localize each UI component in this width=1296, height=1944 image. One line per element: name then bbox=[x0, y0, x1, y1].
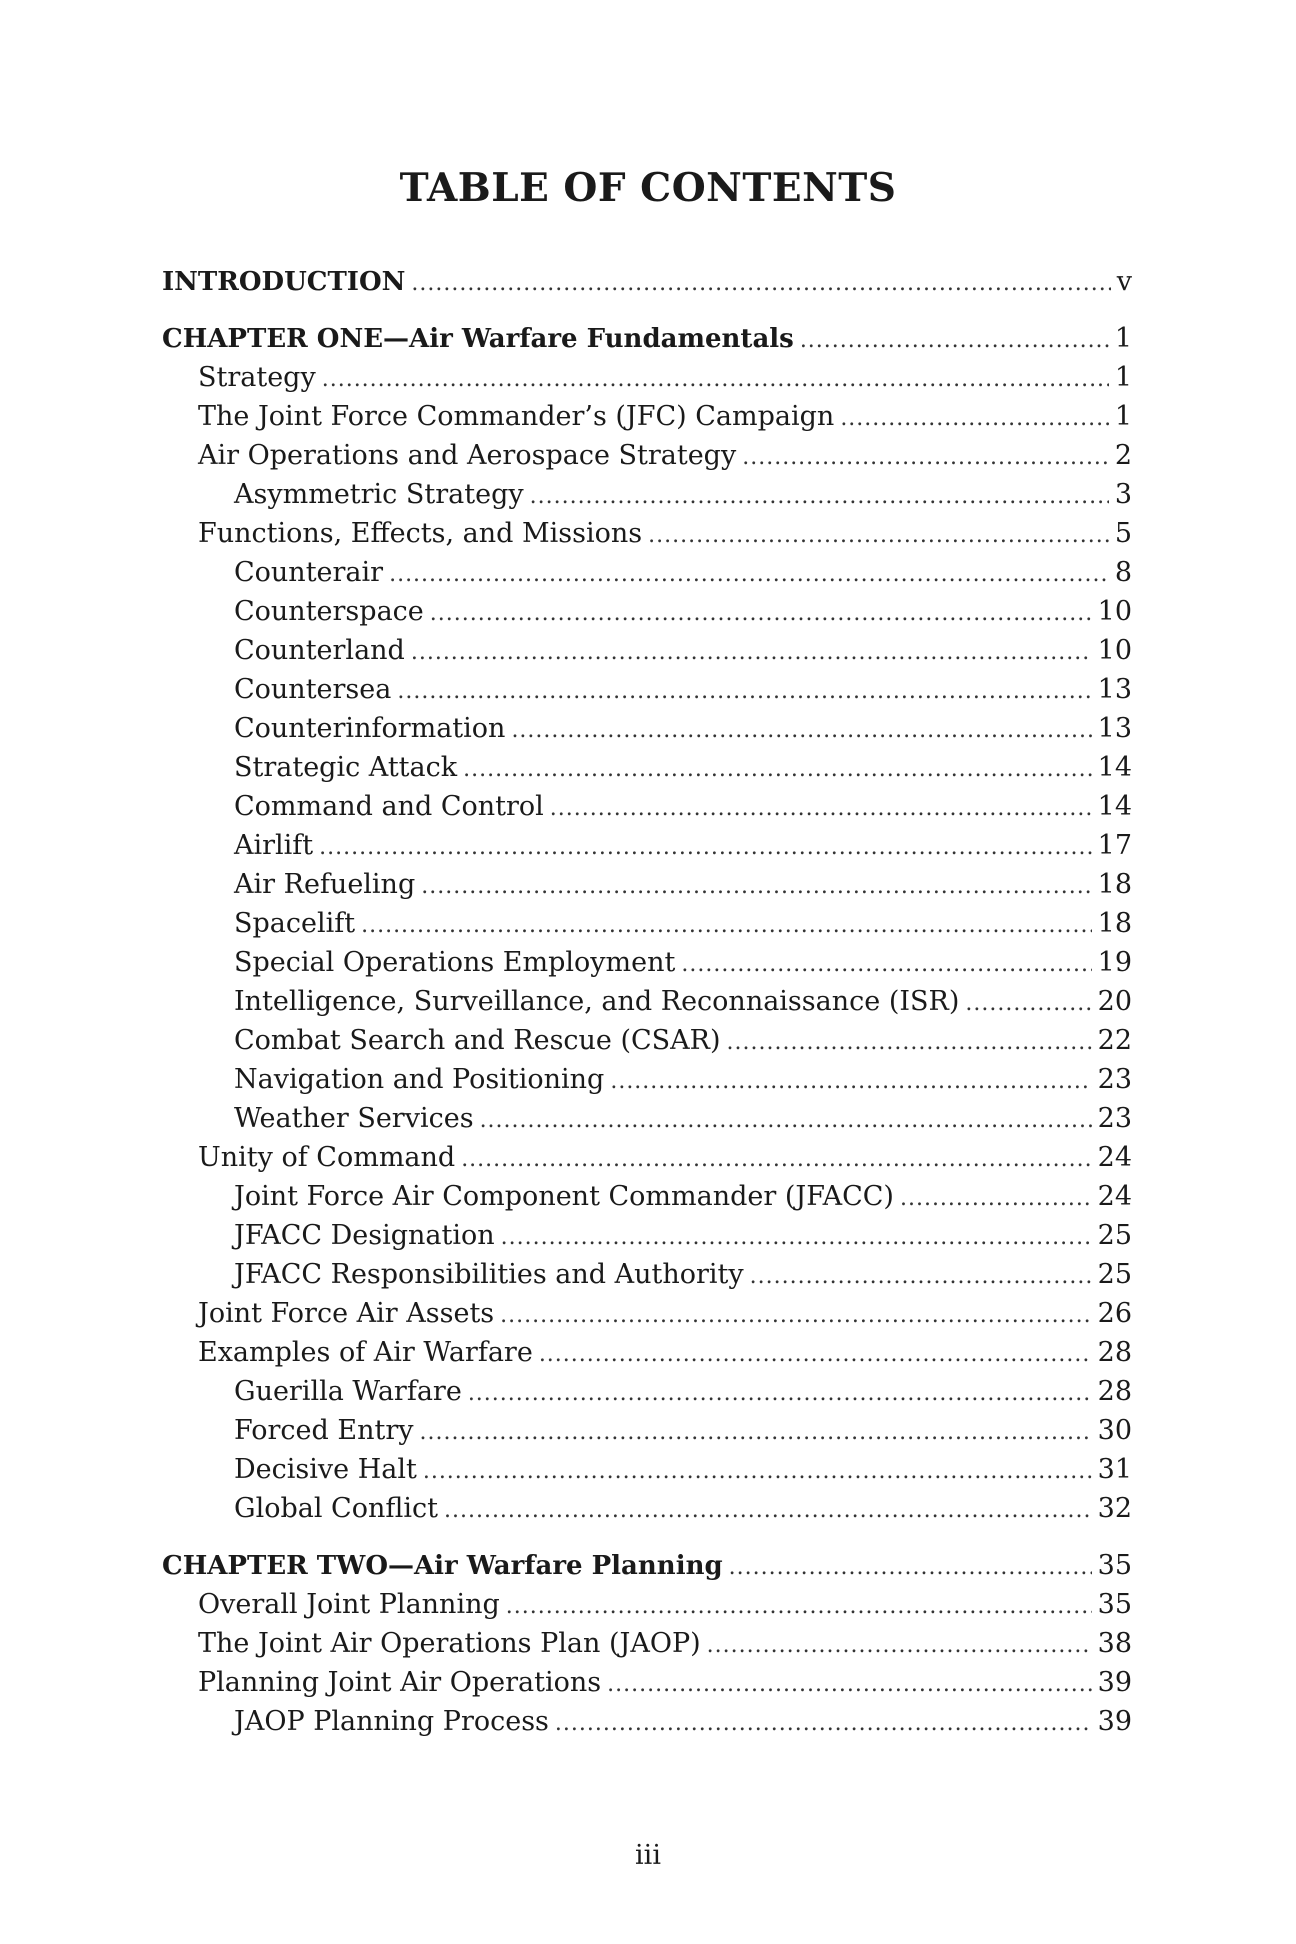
dot-leader bbox=[430, 594, 1092, 633]
toc-entry-title: Global Conflict bbox=[234, 1493, 438, 1524]
toc-entry-page: 20 bbox=[1097, 986, 1132, 1017]
dot-leader bbox=[681, 945, 1091, 984]
toc-entry bbox=[162, 631, 1132, 670]
toc-entry-page: 24 bbox=[1097, 1181, 1132, 1212]
toc-entry-page: 2 bbox=[1114, 440, 1132, 471]
dot-leader bbox=[550, 789, 1092, 828]
toc-entry-page: 30 bbox=[1097, 1415, 1132, 1446]
dot-leader bbox=[501, 1218, 1092, 1257]
toc-entry bbox=[162, 904, 1132, 943]
dot-leader bbox=[610, 1062, 1091, 1101]
dot-leader bbox=[319, 828, 1091, 867]
table-of-contents bbox=[162, 262, 1132, 1741]
toc-entry-page: 18 bbox=[1097, 908, 1132, 939]
dot-leader bbox=[444, 1491, 1092, 1530]
dot-leader bbox=[707, 1626, 1092, 1665]
toc-entry bbox=[162, 1624, 1132, 1663]
toc-entry-page: 8 bbox=[1114, 557, 1132, 588]
toc-entry-title: Counterinformation bbox=[234, 713, 506, 744]
toc-entry bbox=[162, 397, 1132, 436]
toc-entry-page: 18 bbox=[1097, 869, 1132, 900]
toc-entry-title: Combat Search and Rescue (CSAR) bbox=[234, 1025, 721, 1056]
toc-entry bbox=[162, 1060, 1132, 1099]
toc-entry bbox=[162, 1177, 1132, 1216]
dot-leader bbox=[480, 1101, 1092, 1140]
toc-entry bbox=[162, 1585, 1132, 1624]
dot-leader bbox=[397, 672, 1091, 711]
toc-entry-page: v bbox=[1116, 266, 1132, 297]
toc-entry-title: Unity of Command bbox=[198, 1142, 456, 1173]
toc-entry bbox=[162, 748, 1132, 787]
dot-leader bbox=[750, 1257, 1092, 1296]
toc-entry-page: 38 bbox=[1097, 1628, 1132, 1659]
toc-entry-page: 35 bbox=[1097, 1589, 1132, 1620]
dot-leader bbox=[539, 1335, 1092, 1374]
toc-entry bbox=[162, 1216, 1132, 1255]
toc-entry-title: Command and Control bbox=[234, 791, 544, 822]
toc-entry bbox=[162, 865, 1132, 904]
dot-leader bbox=[800, 321, 1109, 360]
dot-leader bbox=[965, 984, 1091, 1023]
toc-entry-page: 13 bbox=[1097, 713, 1132, 744]
toc-entry bbox=[162, 1333, 1132, 1372]
toc-entry bbox=[162, 1411, 1132, 1450]
toc-entry-page: 31 bbox=[1097, 1454, 1132, 1485]
dot-leader bbox=[423, 1452, 1092, 1491]
dot-leader bbox=[729, 1548, 1092, 1587]
toc-entry bbox=[162, 514, 1132, 553]
toc-entry bbox=[162, 787, 1132, 826]
toc-entry-title: Countersea bbox=[234, 674, 392, 705]
dot-leader bbox=[511, 711, 1091, 750]
toc-entry-title: JAOP Planning Process bbox=[234, 1706, 549, 1737]
toc-entry-title: Asymmetric Strategy bbox=[234, 479, 524, 510]
toc-entry-page: 25 bbox=[1097, 1220, 1132, 1251]
toc-entry bbox=[162, 1489, 1132, 1528]
toc-entry-title: The Joint Air Operations Plan (JAOP) bbox=[198, 1628, 701, 1659]
toc-entry bbox=[162, 475, 1132, 514]
toc-entry bbox=[162, 1138, 1132, 1177]
toc-entry-title: Overall Joint Planning bbox=[198, 1589, 500, 1620]
toc-entry bbox=[162, 1021, 1132, 1060]
toc-entry-title: Decisive Halt bbox=[234, 1454, 417, 1485]
toc-entry-page: 1 bbox=[1114, 362, 1132, 393]
toc-entry-title: JFACC Designation bbox=[234, 1220, 495, 1251]
toc-entry-title: Examples of Air Warfare bbox=[198, 1337, 533, 1368]
dot-leader bbox=[900, 1179, 1092, 1218]
toc-entry-page: 28 bbox=[1097, 1376, 1132, 1407]
toc-entry-page: 17 bbox=[1097, 830, 1132, 861]
dot-leader bbox=[742, 438, 1109, 477]
toc-entry-page: 3 bbox=[1114, 479, 1132, 510]
toc-entry-page: 35 bbox=[1097, 1550, 1132, 1581]
toc-entry-title: Functions, Effects, and Missions bbox=[198, 518, 643, 549]
dot-leader bbox=[648, 516, 1109, 555]
toc-entry-title: CHAPTER TWO—Air Warfare Planning bbox=[162, 1551, 723, 1581]
toc-entry-title: Strategy bbox=[198, 362, 316, 393]
toc-entry-page: 25 bbox=[1097, 1259, 1132, 1290]
dot-leader bbox=[607, 1665, 1092, 1704]
toc-entry-title: The Joint Force Commander’s (JFC) Campaign bbox=[198, 401, 835, 432]
toc-entry bbox=[162, 1255, 1132, 1294]
dot-leader bbox=[530, 477, 1109, 516]
toc-entry-title: Spacelift bbox=[234, 908, 356, 939]
page-number: iii bbox=[635, 1840, 661, 1871]
toc-entry bbox=[162, 1294, 1132, 1333]
toc-entry bbox=[162, 670, 1132, 709]
toc-entry bbox=[162, 982, 1132, 1021]
dot-leader bbox=[463, 750, 1092, 789]
toc-entry-title: CHAPTER ONE—Air Warfare Fundamentals bbox=[162, 324, 794, 354]
toc-entry-title: Air Operations and Aerospace Strategy bbox=[198, 440, 737, 471]
toc-entry-title: Weather Services bbox=[234, 1103, 474, 1134]
toc-entry-page: 23 bbox=[1097, 1064, 1132, 1095]
toc-entry bbox=[162, 943, 1132, 982]
toc-entry bbox=[162, 709, 1132, 748]
page-title: TABLE OF CONTENTS bbox=[399, 165, 897, 211]
dot-leader bbox=[500, 1296, 1091, 1335]
toc-entry-title: Strategic Attack bbox=[234, 752, 458, 783]
toc-entry bbox=[162, 826, 1132, 865]
toc-entry-page: 23 bbox=[1097, 1103, 1132, 1134]
toc-entry-title: Planning Joint Air Operations bbox=[198, 1667, 602, 1698]
toc-entry-page: 1 bbox=[1114, 401, 1132, 432]
dot-leader bbox=[555, 1704, 1092, 1743]
toc-entry bbox=[162, 1372, 1132, 1411]
toc-entry-page: 39 bbox=[1097, 1667, 1132, 1698]
dot-leader bbox=[322, 360, 1109, 399]
toc-entry-page: 26 bbox=[1097, 1298, 1132, 1329]
dot-leader bbox=[727, 1023, 1092, 1062]
toc-entry bbox=[162, 1663, 1132, 1702]
toc-entry-title: Counterair bbox=[234, 557, 384, 588]
toc-entry-title: Joint Force Air Component Commander (JFACC) bbox=[234, 1181, 894, 1212]
dot-leader bbox=[420, 1413, 1092, 1452]
dot-leader bbox=[840, 399, 1109, 438]
toc-entry-title: Navigation and Positioning bbox=[234, 1064, 605, 1095]
toc-entry-page: 24 bbox=[1097, 1142, 1132, 1173]
dot-leader bbox=[389, 555, 1109, 594]
dot-leader bbox=[468, 1374, 1092, 1413]
dot-leader bbox=[461, 1140, 1091, 1179]
toc-entry-title: Counterland bbox=[234, 635, 405, 666]
toc-entry-title: INTRODUCTION bbox=[162, 267, 406, 297]
toc-entry-title: Counterspace bbox=[234, 596, 424, 627]
toc-entry-title: Special Operations Employment bbox=[234, 947, 676, 978]
toc-entry bbox=[162, 1099, 1132, 1138]
toc-entry bbox=[162, 358, 1132, 397]
dot-leader bbox=[411, 633, 1092, 672]
toc-entry-title: JFACC Responsibilities and Authority bbox=[234, 1259, 744, 1290]
toc-entry-page: 39 bbox=[1097, 1706, 1132, 1737]
toc-entry bbox=[162, 1702, 1132, 1741]
toc-entry-title: Intelligence, Surveillance, and Reconnaissance (ISR) bbox=[234, 986, 960, 1017]
toc-entry bbox=[162, 592, 1132, 631]
toc-entry-title: Guerilla Warfare bbox=[234, 1376, 462, 1407]
toc-entry-page: 10 bbox=[1097, 635, 1132, 666]
dot-leader bbox=[361, 906, 1092, 945]
toc-entry-page: 13 bbox=[1097, 674, 1132, 705]
toc-entry bbox=[162, 553, 1132, 592]
toc-entry-page: 32 bbox=[1097, 1493, 1132, 1524]
toc-entry-page: 28 bbox=[1097, 1337, 1132, 1368]
toc-entry bbox=[162, 1546, 1132, 1585]
toc-entry bbox=[162, 436, 1132, 475]
toc-entry-title: Airlift bbox=[234, 830, 314, 861]
toc-entry bbox=[162, 1450, 1132, 1489]
dot-leader bbox=[411, 264, 1110, 303]
toc-entry-page: 5 bbox=[1114, 518, 1132, 549]
dot-leader bbox=[506, 1587, 1092, 1626]
toc-entry-page: 22 bbox=[1097, 1025, 1132, 1056]
toc-entry-page: 14 bbox=[1097, 791, 1132, 822]
toc-entry-title: Forced Entry bbox=[234, 1415, 414, 1446]
toc-entry-page: 1 bbox=[1114, 323, 1132, 354]
toc-entry-title: Joint Force Air Assets bbox=[198, 1298, 495, 1329]
toc-entry-page: 19 bbox=[1097, 947, 1132, 978]
toc-entry-title: Air Refueling bbox=[234, 869, 416, 900]
toc-entry-page: 10 bbox=[1097, 596, 1132, 627]
toc-entry bbox=[162, 319, 1132, 358]
toc-entry bbox=[162, 262, 1132, 301]
dot-leader bbox=[421, 867, 1091, 906]
toc-entry-page: 14 bbox=[1097, 752, 1132, 783]
